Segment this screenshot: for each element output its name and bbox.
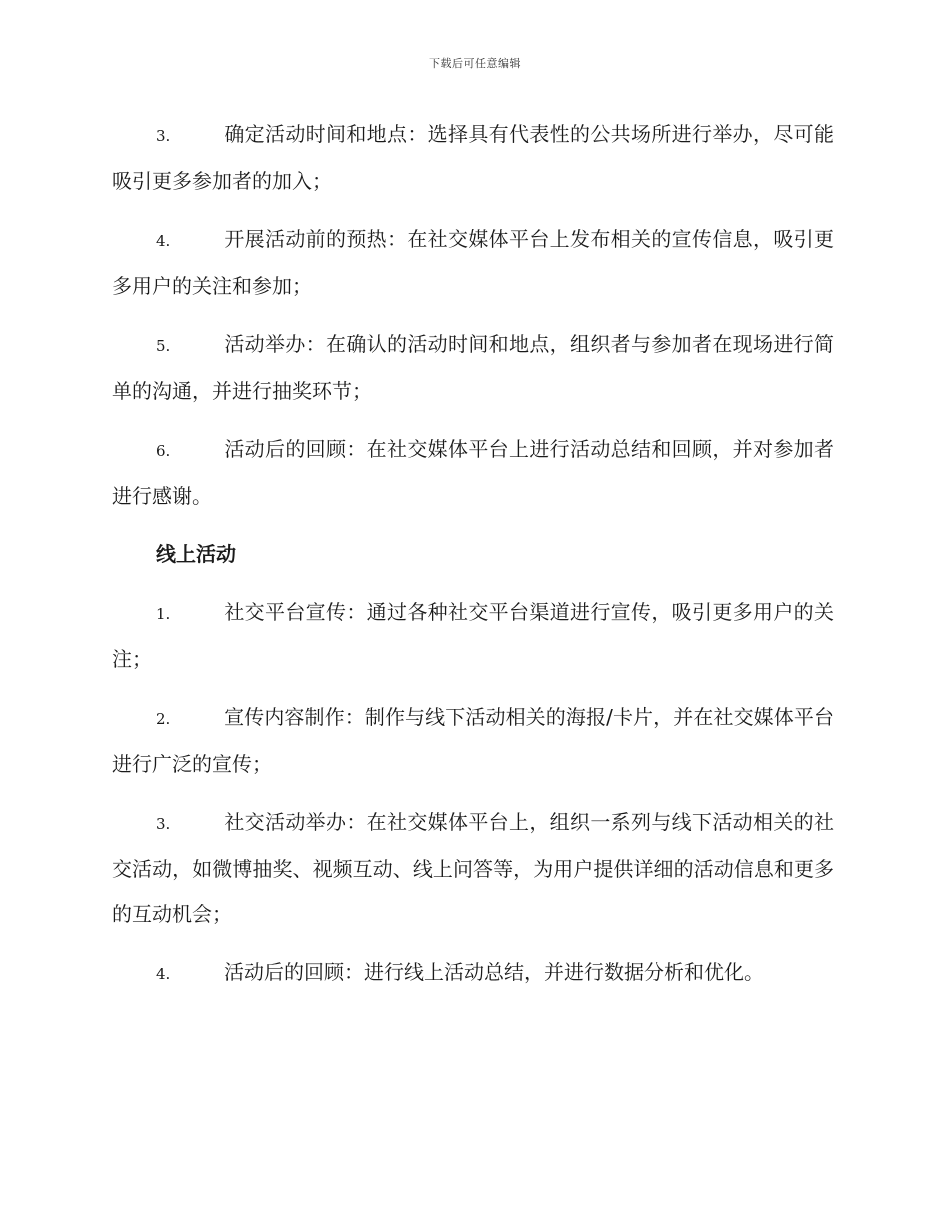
list-item-text: 活动后的回顾：在社交媒体平台上进行活动总结和回顾，并对参加者进行感谢。 — [112, 437, 834, 508]
list-item-text: 活动后的回顾：进行线上活动总结，并进行数据分析和优化。 — [224, 960, 764, 984]
list-item-number: 5. — [156, 337, 171, 355]
list-item-number: 4. — [156, 965, 171, 983]
section-heading-online: 线上活动 — [156, 542, 236, 566]
list-item-number: 6. — [156, 442, 171, 460]
list-item — [112, 950, 834, 997]
list-item — [112, 217, 834, 309]
list-item — [112, 322, 834, 414]
list-item-text: 社交活动举办：在社交媒体平台上，组织一系列与线下活动相关的社交活动，如微博抽奖、视频互动、线上问答等，为用户提供详细的活动信息和更多的互动机会； — [112, 810, 834, 926]
list-item-text: 社交平台宣传：通过各种社交平台渠道进行宣传，吸引更多用户的关注； — [112, 600, 834, 671]
list-item-number: 4. — [156, 232, 171, 250]
list-item — [112, 112, 834, 204]
document-body — [112, 112, 834, 1010]
list-item — [112, 800, 834, 937]
header-note: 下载后可任意编辑 — [429, 57, 521, 70]
list-item-text: 确定活动时间和地点：选择具有代表性的公共场所进行举办，尽可能吸引更多参加者的加入； — [112, 122, 834, 193]
list-item — [112, 427, 834, 519]
list-item-text: 宣传内容制作：制作与线下活动相关的海报/卡片，并在社交媒体平台进行广泛的宣传； — [112, 705, 834, 776]
list-item-number: 1. — [156, 605, 171, 623]
list-item-number: 3. — [156, 127, 171, 145]
list-item-text: 开展活动前的预热：在社交媒体平台上发布相关的宣传信息，吸引更多用户的关注和参加； — [112, 227, 834, 298]
list-item-number: 3. — [156, 815, 171, 833]
list-item — [112, 695, 834, 787]
list-item — [112, 590, 834, 682]
list-item-text: 活动举办：在确认的活动时间和地点，组织者与参加者在现场进行简单的沟通，并进行抽奖环节； — [112, 332, 834, 403]
list-item-number: 2. — [156, 710, 171, 728]
